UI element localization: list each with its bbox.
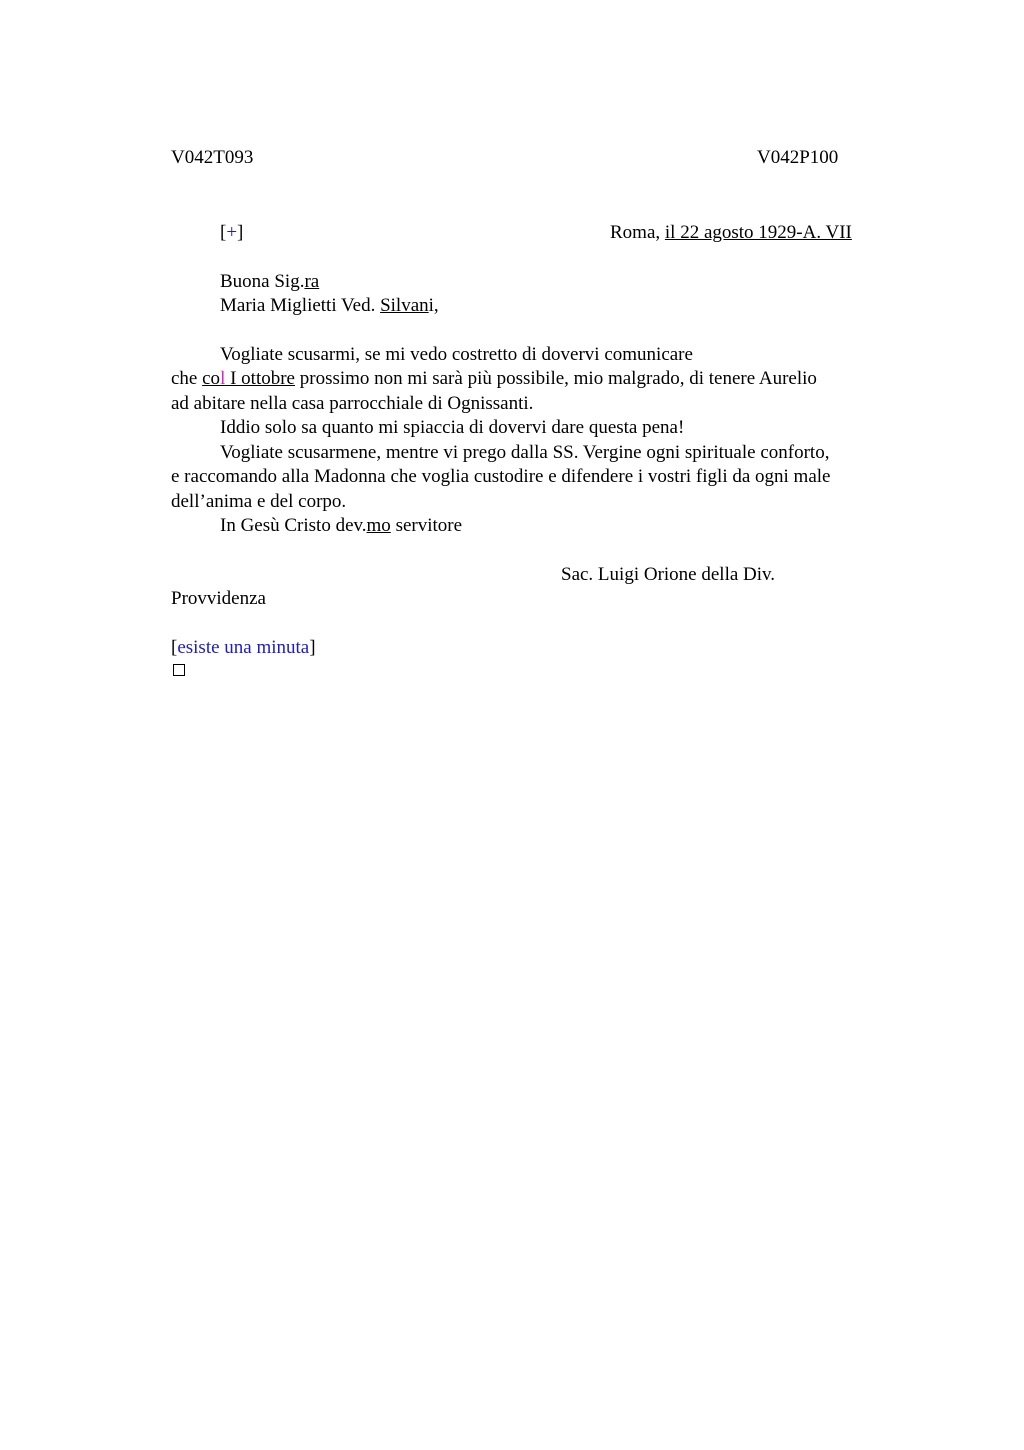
- closing-formula: In Gesù Cristo dev.mo servitore: [220, 515, 463, 536]
- editorial-note: [esiste una minuta]: [171, 637, 316, 658]
- body-paragraph-1-line-3: ad abitare nella casa parrocchiale di Ognissanti.: [171, 393, 534, 414]
- salutation-line-2: Maria Miglietti Ved. Silvani,: [220, 295, 439, 316]
- editorial-note-text: esiste una minuta: [177, 637, 310, 658]
- document-code-right: V042P100: [757, 147, 839, 168]
- empty-box-icon: [173, 664, 185, 676]
- body-paragraph-1-line-2: che col I ottobre prossimo non mi sarà più possibile, mio malgrado, di tenere Aurelio: [171, 368, 817, 389]
- body-paragraph-3-line-1: Vogliate scusarmene, mentre vi prego dalla SS. Vergine ogni spirituale conforto,: [220, 442, 830, 463]
- body-paragraph-2: Iddio solo sa quanto mi spiaccia di dovervi dare questa pena!: [220, 417, 685, 438]
- place-date: [610, 221, 852, 245]
- date: il 22 agosto 1929-A. VII: [664, 222, 852, 243]
- place: Roma,: [610, 222, 665, 243]
- signature-line-2: Provvidenza: [171, 588, 266, 609]
- salutation-line-1: Buona Sig.ra: [220, 271, 320, 292]
- body-paragraph-3-line-2: e raccomando alla Madonna che voglia custodire e difendere i vostri figli da ogni male: [171, 466, 831, 487]
- body-paragraph-1-line-1: Vogliate scusarmi, se mi vedo costretto di dovervi comunicare: [220, 344, 693, 365]
- signature-line-1: Sac. Luigi Orione della Div.: [561, 564, 776, 585]
- document-code-left: V042T093: [171, 147, 254, 168]
- cross-mark: [+]: [220, 222, 244, 243]
- cross-icon: +: [226, 222, 238, 243]
- body-paragraph-3-line-3: dell’anima e del corpo.: [171, 491, 347, 512]
